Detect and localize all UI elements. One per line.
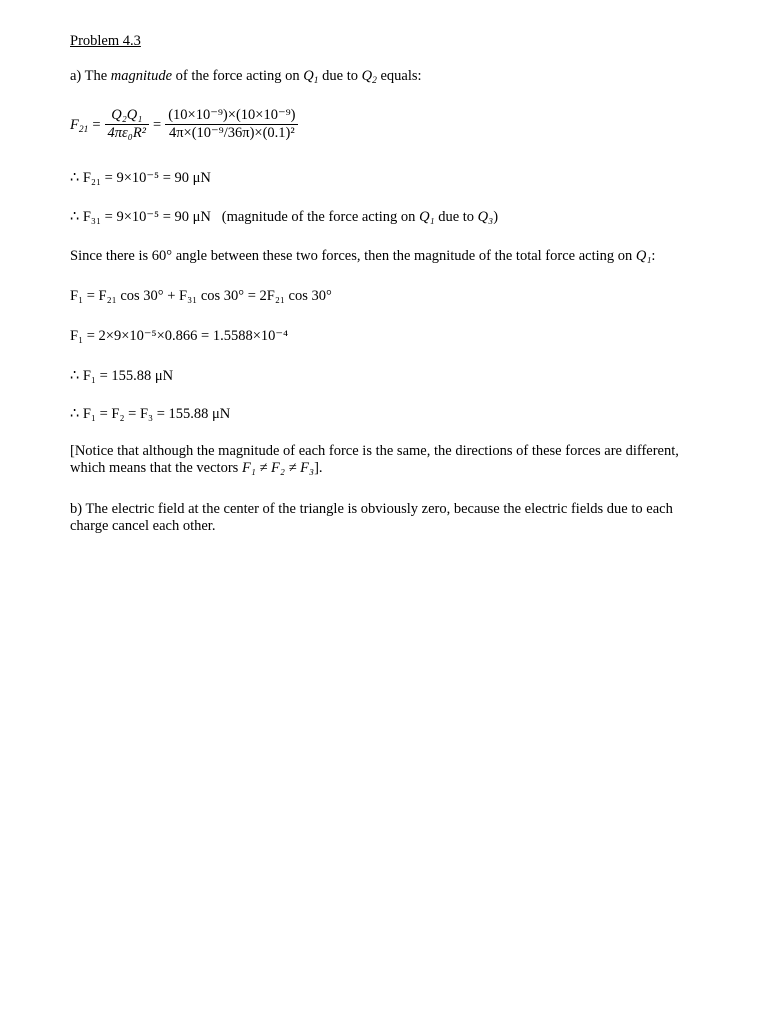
part-b-line-2: charge cancel each other. (70, 518, 216, 534)
part-a-mid: of the force acting on (175, 68, 300, 84)
since-angle: 60° (151, 248, 173, 264)
eq3-note-post: ) (493, 209, 499, 225)
notice-line2-post: ]. (314, 460, 323, 476)
eq1-frac2-numerator: (10×10⁻⁹)×(10×10⁻⁹) (165, 107, 298, 125)
eq-f21-result: ∴ F₂₁ = 9×10⁻⁵ = 90 μN (70, 170, 211, 186)
notice-line-1: [Notice that although the magnitude of each force is the same, the directions of these forces are different, (70, 443, 679, 459)
eq1-numeric-fraction (165, 107, 298, 142)
part-a-q1: $Q_1$ (303, 68, 319, 86)
part-a-q2: $Q_2$ (361, 68, 377, 86)
eq1-equals-2: = (153, 116, 162, 133)
part-a-due-to: due to (322, 68, 358, 84)
eq3-note-q3: Q₃ (477, 209, 494, 225)
eq3-text: ∴ F₃₁ = 9×10⁻⁵ = 90 μN (70, 209, 211, 225)
since-line (70, 247, 655, 265)
part-b-paragraph (70, 501, 725, 535)
eq1-frac2-denominator: 4π×(10⁻⁹/36π)×(0.1)² (168, 125, 295, 141)
since-post: : (651, 248, 656, 264)
part-a-emphasis: magnitude (110, 68, 173, 84)
eq1-equals-1: = (92, 116, 101, 133)
eq-all-forces: ∴ F₁ = F₂ = F₃ = 155.88 μN (70, 406, 231, 422)
notice-paragraph (70, 443, 725, 477)
eq-f1-result: ∴ F₁ = 155.88 μN (70, 368, 174, 384)
since-pre: Since there is (70, 248, 149, 264)
since-mid: angle between these two forces, then the magnitude of the total force acting on (175, 248, 633, 264)
since-q: Q₁ (635, 248, 652, 264)
part-a-suffix: equals: (380, 68, 422, 84)
eq-f31-result (70, 208, 498, 226)
notice-line-2 (70, 460, 725, 477)
part-b-line-1: b) The electric field at the center of the triangle is obviously zero, because the electric fields due to each (70, 501, 673, 517)
notice-line2-pre: which means that the vectors (70, 460, 239, 476)
part-a-prefix: a) The (70, 68, 108, 84)
eq3-note-mid: due to (438, 209, 475, 225)
eq-f1-numeric: F₁ = 2×9×10⁻⁵×0.866 = 1.5588×10⁻⁴ (70, 328, 289, 344)
eq1-frac1-denominator: 4πε₀R² (107, 125, 147, 141)
eq1-symbolic-fraction (105, 107, 149, 142)
coulomb-equation (70, 107, 298, 142)
eq-f1-components: F₁ = F₂₁ cos 30° + F₃₁ cos 30° = 2F₂₁ cos 30° (70, 288, 332, 304)
eq3-note-pre: (magnitude of the force acting on (221, 209, 416, 225)
part-a-intro (70, 67, 422, 85)
notice-vector-expression: F₁ ≠ F₂ ≠ F₃ (241, 460, 315, 476)
problem-title: Problem 4.3 (70, 33, 141, 49)
eq1-frac1-numerator: Q₂Q₁ (105, 107, 149, 125)
eq1-lhs: $F_{21}$ (70, 116, 89, 135)
eq3-note-q1: Q₁ (419, 209, 435, 225)
